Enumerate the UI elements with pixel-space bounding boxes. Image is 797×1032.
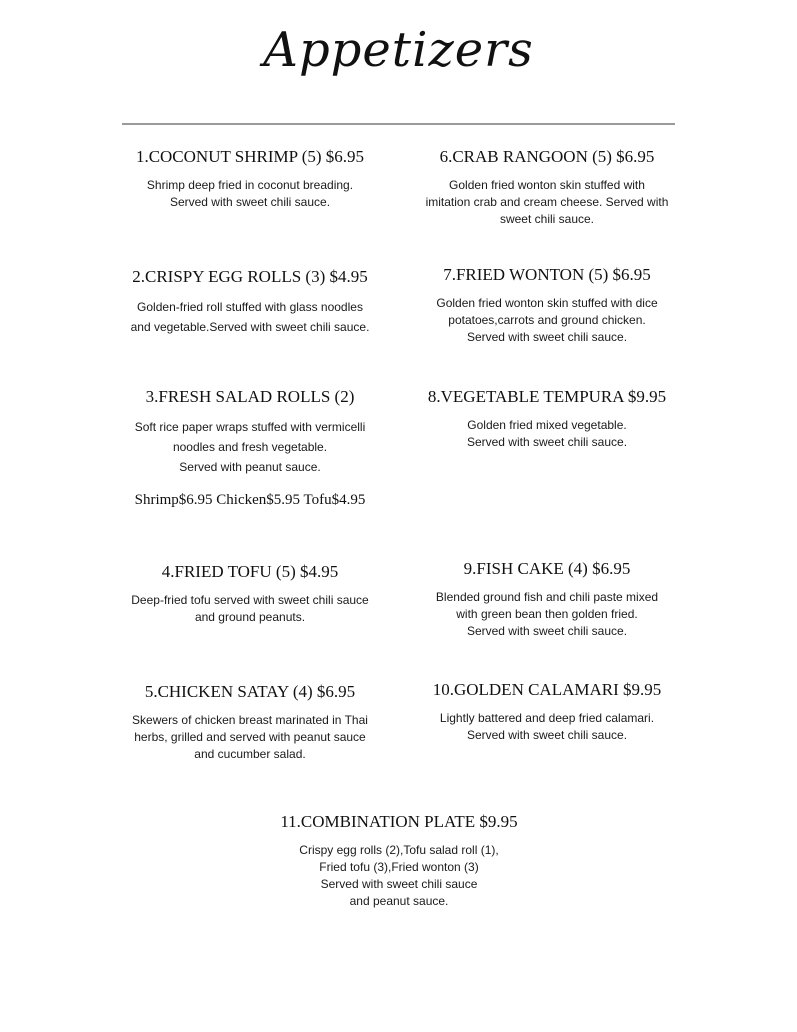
item-title: 1.COCONUT SHRIMP (5) $6.95 [135,147,365,166]
item-title: 4.FRIED TOFU (5) $4.95 [161,562,339,581]
title-divider [122,123,675,125]
item-title: 3.FRESH SALAD ROLLS (2) [145,387,355,406]
menu-item-fried-wonton [397,265,697,346]
item-description [199,842,599,910]
menu-item-fish-cake [397,559,697,640]
description-line: Skewers of chicken breast marinated in Thai [132,713,368,727]
description-line: Lightly battered and deep fried calamari. [439,711,655,725]
item-description [397,710,697,744]
item-title: 9.FISH CAKE (4) $6.95 [463,559,631,578]
description-line: Golden fried wonton skin stuffed with [449,178,645,192]
description-line: noodles and fresh vegetable. [172,440,328,454]
item-description [100,177,400,211]
item-description [100,592,400,626]
item-price-options: Shrimp$6.95 Chicken$5.95 Tofu$4.95 [134,492,366,508]
description-line: Served with sweet chili sauce [320,877,478,891]
description-line: Blended ground fish and chili paste mixed [435,590,659,604]
description-line: Soft rice paper wraps stuffed with vermicelli [134,420,366,434]
description-line: Served with peanut sauce. [179,460,321,474]
description-line: Served with sweet chili sauce. [169,195,331,209]
menu-item-fried-tofu [100,562,400,626]
description-line: and vegetable.Served with sweet chili sauce. [130,320,370,334]
menu-item-fresh-salad-rolls [100,387,400,509]
item-description [397,177,697,228]
description-line: with green bean then golden fried. [456,607,638,621]
description-line: Fried tofu (3),Fried wonton (3) [319,860,479,874]
menu-item-crispy-egg-rolls [100,267,400,337]
item-description [397,295,697,346]
description-line: Served with sweet chili sauce. [466,435,628,449]
item-description [100,712,400,763]
item-title: 2.CRISPY EGG ROLLS (3) $4.95 [132,267,368,286]
page-title: Appetizers [263,22,534,78]
menu-item-coconut-shrimp [100,147,400,211]
description-line: Served with sweet chili sauce. [466,728,628,742]
item-description [397,417,697,451]
description-line: Golden fried wonton skin stuffed with dice [436,296,658,310]
description-line: herbs, grilled and served with peanut sauce [134,730,366,744]
description-line: Golden fried mixed vegetable. [467,418,627,432]
description-line: and peanut sauce. [349,894,449,908]
item-title: 7.FRIED WONTON (5) $6.95 [443,265,651,284]
item-description [100,417,400,477]
description-line: Shrimp deep fried in coconut breading. [146,178,354,192]
description-line: Served with sweet chili sauce. [466,330,628,344]
description-line: potatoes,carrots and ground chicken. [448,313,646,327]
menu-item-chicken-satay [100,682,400,763]
description-line: sweet chili sauce. [499,212,595,226]
description-line: and cucumber salad. [194,747,306,761]
item-title: 10.GOLDEN CALAMARI $9.95 [432,680,662,699]
description-line: Crispy egg rolls (2),Tofu salad roll (1), [299,843,499,857]
description-line: and ground peanuts. [194,610,306,624]
item-title: 6.CRAB RANGOON (5) $6.95 [439,147,655,166]
description-line: Served with sweet chili sauce. [466,624,628,638]
item-title: 5.CHICKEN SATAY (4) $6.95 [144,682,356,701]
menu-item-vegetable-tempura [397,387,697,451]
description-line: Golden-fried roll stuffed with glass noodles [137,300,363,314]
item-description [397,589,697,640]
menu-item-golden-calamari [397,680,697,744]
item-title: 11.COMBINATION PLATE $9.95 [280,812,518,831]
description-line: Deep-fried tofu served with sweet chili sauce [131,593,369,607]
description-line: imitation crab and cream cheese. Served with [425,195,669,209]
item-title: 8.VEGETABLE TEMPURA $9.95 [427,387,667,406]
item-description [100,297,400,337]
menu-item-crab-rangoon [397,147,697,228]
menu-item-combination-plate [199,812,599,910]
